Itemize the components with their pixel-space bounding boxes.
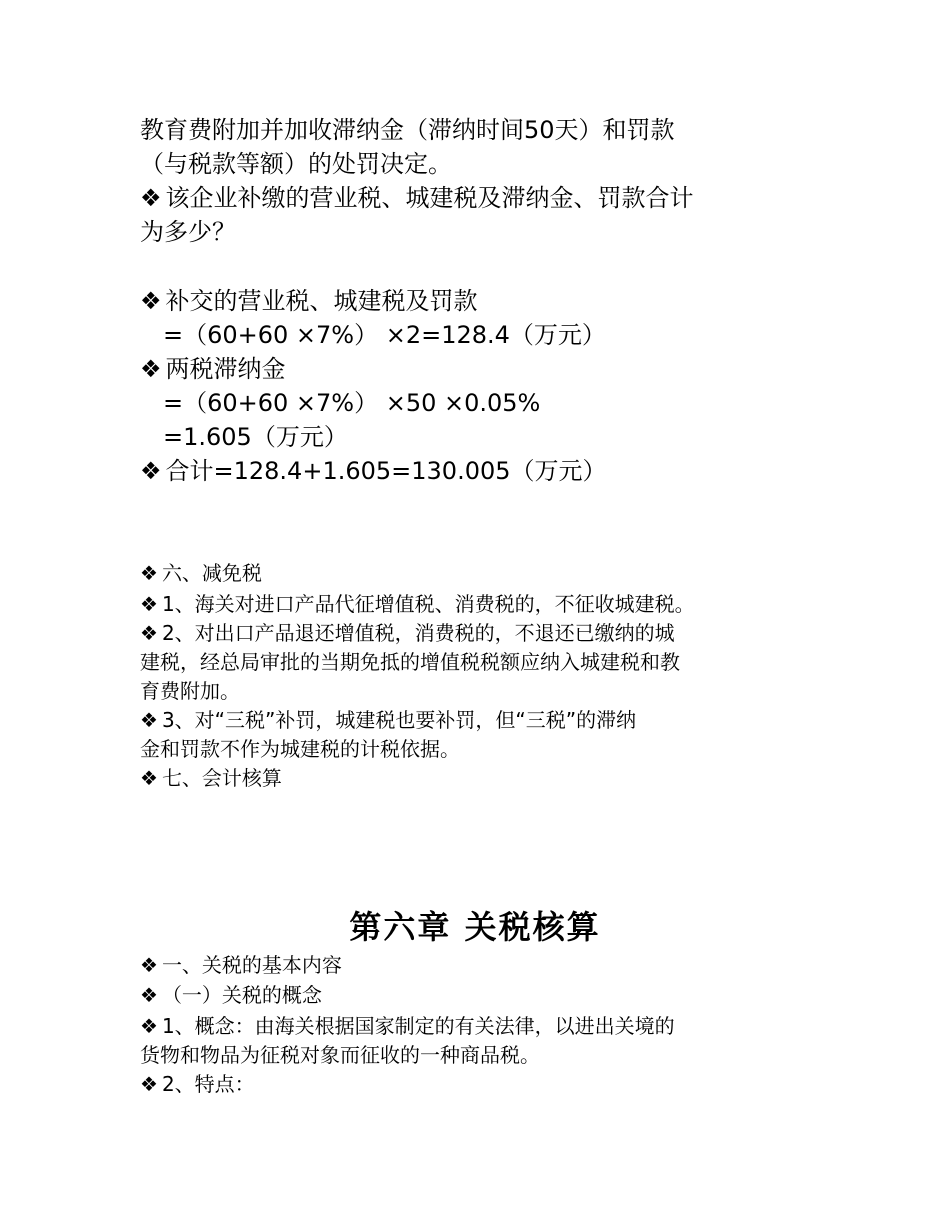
diamond-bullet-icon: ❖ xyxy=(140,708,158,732)
text-line: 教育费附加并加收滞纳金（滞纳时间50天）和罚款 xyxy=(140,116,675,144)
diamond-bullet-icon: ❖ xyxy=(140,983,158,1007)
section-title: ❖ 六、减免税 xyxy=(140,559,262,588)
diamond-bullet-icon: ❖ xyxy=(140,184,162,212)
calc-formula: =（60+60 ×7%） ×50 ×0.05% xyxy=(163,389,541,417)
list-item-continued: 货物和物品为征税对象而征收的一种商品税。 xyxy=(140,1043,540,1067)
calc-formula: =（60+60 ×7%） ×2=128.4（万元） xyxy=(163,321,606,349)
list-item: ❖ 1、概念：由海关根据国家制定的有关法律，以进出关境的 xyxy=(140,1012,675,1041)
list-item-continued: 育费附加。 xyxy=(140,679,240,703)
calc-formula: =1.605（万元） xyxy=(163,423,348,451)
calc-total: ❖ 合计=128.4+1.605=130.005（万元） xyxy=(140,454,607,488)
calc-item-title: ❖ 两税滞纳金 xyxy=(140,352,286,386)
calc-item-title: ❖ 补交的营业税、城建税及罚款 xyxy=(140,284,478,318)
diamond-bullet-icon: ❖ xyxy=(140,1072,158,1096)
diamond-bullet-icon: ❖ xyxy=(140,1014,158,1038)
list-item: ❖ 2、特点： xyxy=(140,1070,255,1099)
diamond-bullet-icon: ❖ xyxy=(140,621,158,645)
diamond-bullet-icon: ❖ xyxy=(140,953,158,977)
diamond-bullet-icon: ❖ xyxy=(140,561,158,585)
section-title: ❖ 一、关税的基本内容 xyxy=(140,951,342,980)
list-item-continued: 建税，经总局审批的当期免抵的增值税税额应纳入城建税和教 xyxy=(140,650,680,674)
section-title: ❖ 七、会计核算 xyxy=(140,764,282,793)
list-item-continued: 金和罚款不作为城建税的计税依据。 xyxy=(140,737,460,761)
text-line: （与税款等额）的处罚决定。 xyxy=(140,150,452,178)
list-item: ❖ 1、海关对进口产品代征增值税、消费税的，不征收城建税。 xyxy=(140,590,695,619)
diamond-bullet-icon: ❖ xyxy=(140,766,158,790)
list-item: ❖ 3、对“三税”补罚，城建税也要补罚，但“三税”的滞纳 xyxy=(140,706,636,735)
diamond-bullet-icon: ❖ xyxy=(140,592,158,616)
list-item: ❖ 2、对出口产品退还增值税，消费税的，不退还已缴纳的城 xyxy=(140,619,675,648)
subsection-title: ❖ （一）关税的概念 xyxy=(140,981,322,1010)
diamond-bullet-icon: ❖ xyxy=(140,287,162,315)
chapter-title: 第六章 关税核算 xyxy=(349,908,601,946)
question-line: 为多少？ xyxy=(140,218,236,246)
diamond-bullet-icon: ❖ xyxy=(140,355,162,383)
diamond-bullet-icon: ❖ xyxy=(140,457,162,485)
question-line: ❖ 该企业补缴的营业税、城建税及滞纳金、罚款合计 xyxy=(140,181,694,215)
